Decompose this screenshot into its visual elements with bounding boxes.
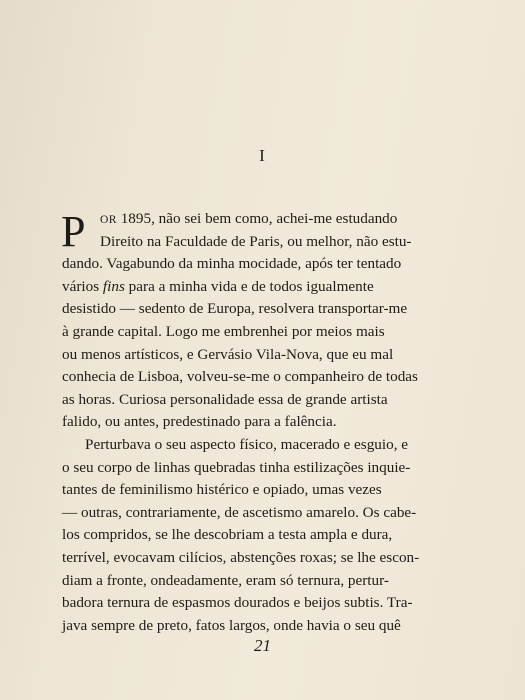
text-line: o seu corpo de linhas quebradas tinha estilizações inquie- <box>62 458 411 476</box>
text-line: Direito na Faculdade de Paris, ou melhor, não estu- <box>100 232 412 250</box>
drop-cap: P <box>61 207 86 256</box>
text-line <box>62 276 502 299</box>
paragraph-1 <box>62 208 502 434</box>
line-text: para a minha vida e de todos igualmente <box>124 277 374 295</box>
text-line: tantes de feminilismo histérico e opiado, umas vezes <box>62 481 382 499</box>
text-line: dando. Vagabundo da minha mocidade, após ter tentado <box>62 255 402 273</box>
chapter-number: I <box>259 146 266 165</box>
text-line: diam a fronte, ondeadamente, eram só ternura, pertur- <box>62 571 389 589</box>
text-line: falido, ou antes, predestinado para a falência. <box>62 413 337 431</box>
body-text <box>62 208 502 637</box>
text-line: conhecia de Lisboa, volveu-se-me o companheiro de todas <box>62 368 418 386</box>
line-text: vários <box>62 277 103 295</box>
text-line: ou menos artísticos, e Gervásio Vila-Nova, que eu mal <box>62 345 394 363</box>
paragraph-2 <box>62 434 502 637</box>
page-number: 21 <box>254 636 271 655</box>
text-line: à grande capital. Logo me embrenhei por meios mais <box>62 322 385 340</box>
text-line: los compridos, se lhe descobriam a testa ampla e dura, <box>62 526 393 544</box>
text-line: — outras, contrariamente, de ascetismo amarelo. Os cabe- <box>62 503 417 521</box>
italic-word: fins <box>102 277 125 295</box>
text-line: java sempre de preto, fatos largos, onde havia o seu quê <box>62 616 401 634</box>
text-line: Perturbava o seu aspecto físico, macerado e esguio, e <box>85 435 409 453</box>
small-caps-word: OR <box>100 213 117 226</box>
text-line: badora ternura de espasmos dourados e beijos subtis. Tra- <box>62 594 413 612</box>
text-line: desistido — sedento de Europa, resolvera transportar-me <box>62 300 408 318</box>
text-line: as horas. Curiosa personalidade essa de grande artista <box>62 390 388 408</box>
text-line <box>62 208 502 231</box>
line-text: 1895, não sei bem como, achei-me estudando <box>116 210 398 227</box>
text-line: terrível, evocavam cilícios, abstenções roxas; se lhe escon- <box>62 548 420 566</box>
